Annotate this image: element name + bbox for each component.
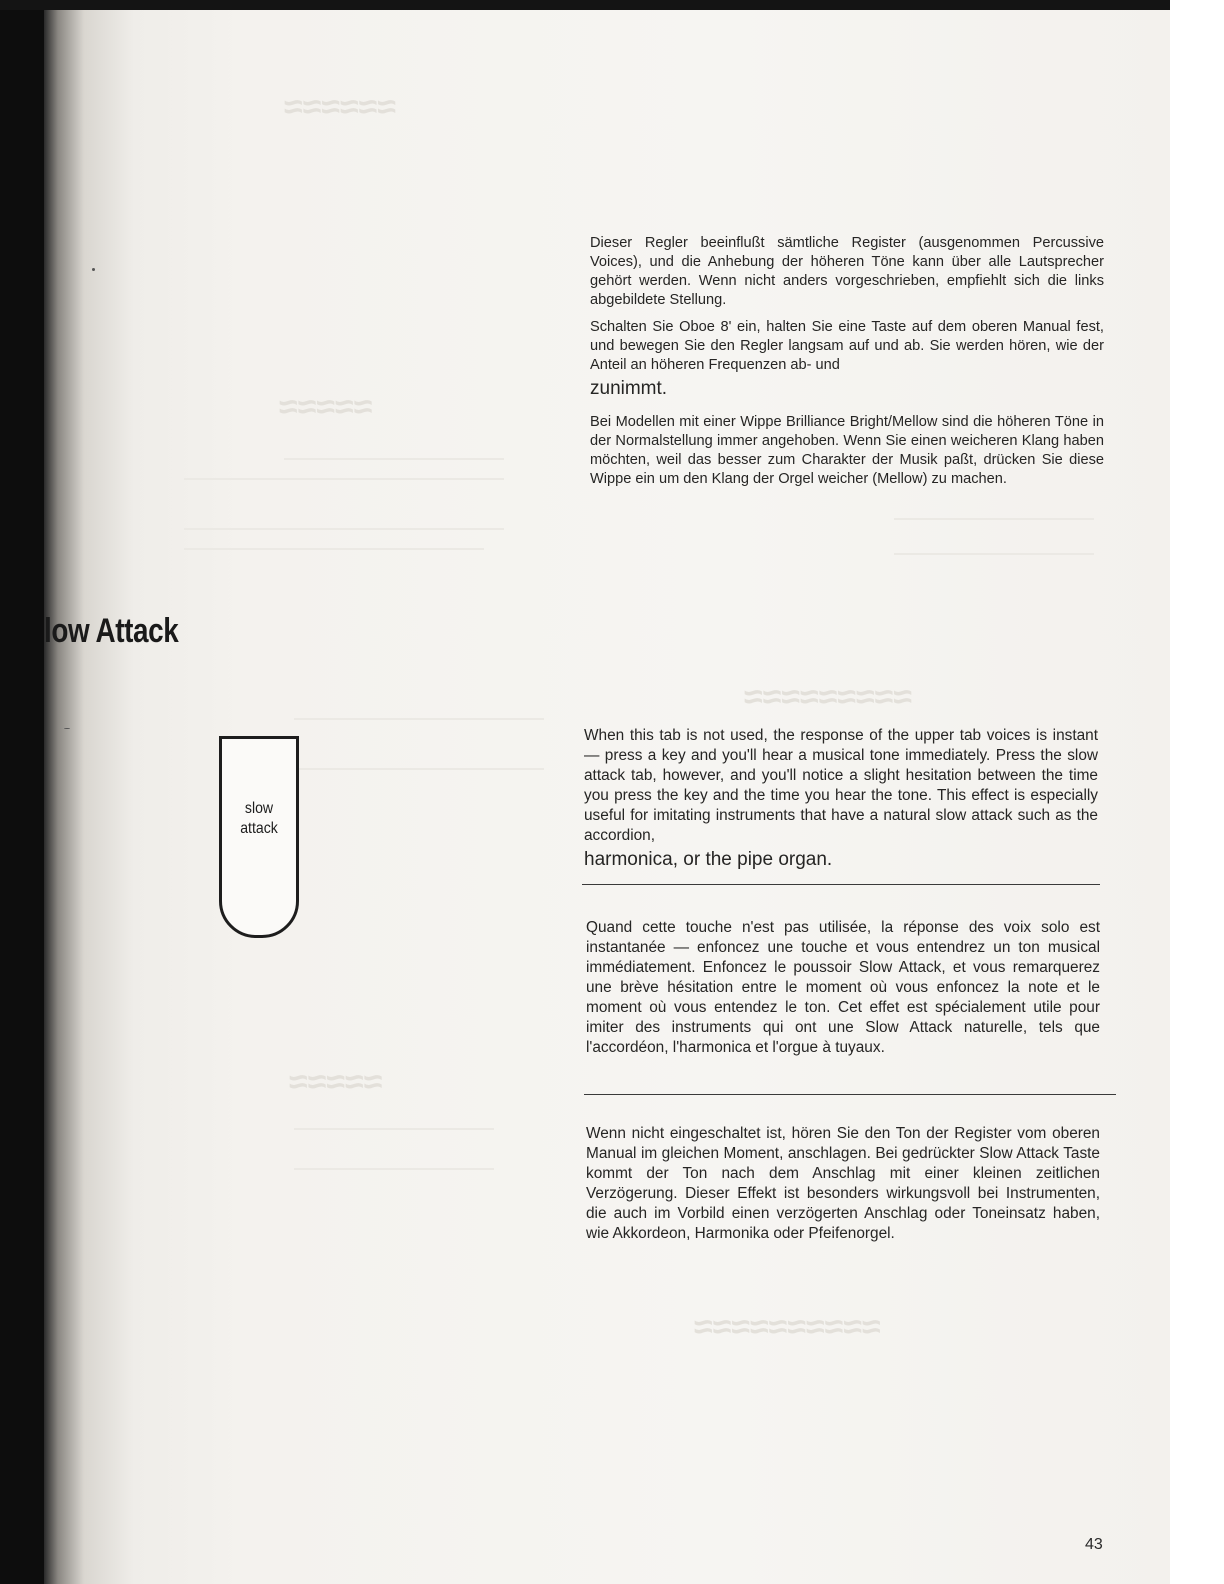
- section-heading: low Attack: [44, 612, 179, 650]
- show-through-heading: ≈≈≈≈≈≈≈≈≈≈: [694, 1308, 881, 1346]
- show-through-line: [184, 528, 504, 530]
- slow-attack-tab-label: [226, 799, 291, 839]
- brilliance-german-paragraph-3: Bei Modellen mit einer Wippe Brilliance Bright/Mellow sind die höheren Töne in der Normalstellung immer angehoben. Wenn Sie einen weicheren Klang haben möchten, weil das besser zum Charakter der Musik paßt, drücken Sie diese Wippe ein um den Klang der Orgel weicher (Mellow) zu machen.: [590, 414, 1104, 487]
- scan-top-edge: [0, 0, 1170, 10]
- page-number: 43: [1085, 1536, 1103, 1553]
- show-through-heading: ≈≈≈≈≈: [279, 388, 373, 426]
- slow-attack-english-text: When this tab is not used, the response of the upper tab voices is instant — press a key and you'll hear a musical tone immediately. Press the slow attack tab, however, and you'll notice a slight hesitation between the time you press the key and the time you hear the tone. This effect is especially useful for imitating instruments that have a natural slow attack such as the accordion,: [584, 727, 1098, 845]
- brilliance-german-paragraph-1: Dieser Regler beeinflußt sämtliche Register (ausgenommen Percussive Voices), und die Anhebung der höheren Töne kann über alle Lautsprecher gehört werden. Wenn nicht anders vorgeschrieben, empfiehlt sich die links abgebildete Stellung.: [590, 235, 1104, 308]
- show-through-line: [894, 518, 1094, 520]
- divider-rule: [582, 884, 1100, 885]
- speck: [64, 728, 70, 729]
- show-through-line: [294, 1168, 494, 1170]
- divider-rule: [584, 1094, 1116, 1095]
- slow-attack-tab-illustration: [219, 736, 299, 938]
- brilliance-german-paragraph-2-tail: zunimmt.: [590, 377, 668, 399]
- scan-right-margin: [1170, 0, 1224, 1584]
- show-through-line: [184, 548, 484, 550]
- brilliance-german-paragraph-2-text: Schalten Sie Oboe 8' ein, halten Sie eine Taste auf dem oberen Manual fest, und bewegen Sie den Regler langsam auf und ab. Sie werden hören, wie der Anteil an höheren Frequenzen ab- und: [590, 319, 1104, 373]
- tab-label-line-1: slow: [244, 800, 274, 817]
- show-through-line: [284, 458, 504, 460]
- show-through-line: [184, 478, 504, 480]
- brilliance-german-paragraph-2: [590, 318, 1104, 402]
- show-through-line: [294, 768, 544, 770]
- show-through-line: [894, 553, 1094, 555]
- tab-label-line-2: attack: [240, 820, 278, 837]
- slow-attack-english-paragraph: [584, 726, 1098, 873]
- show-through-line: [294, 1128, 494, 1130]
- slow-attack-german-paragraph: Wenn nicht eingeschaltet ist, hören Sie den Ton der Register vom oberen Manual im gleichen Moment, anschlagen. Bei gedrückter Slow Attack Taste kommt der Ton nach dem Anschlag mit einer kleinen zeitlichen Verzögerung. Dieser Effekt ist besonders wirkungsvoll bei Instrumenten, die auch im Vorbild einen verzögerten Anschlag oder Toneinsatz haben, wie Akkordeon, Harmonika oder Pfeifenorgel.: [586, 1125, 1100, 1243]
- show-through-heading: ≈≈≈≈≈≈: [284, 88, 396, 126]
- show-through-heading: ≈≈≈≈≈≈≈≈≈: [744, 678, 912, 716]
- show-through-heading: ≈≈≈≈≈: [289, 1063, 383, 1101]
- speck: [92, 268, 95, 271]
- show-through-line: [294, 718, 544, 720]
- slow-attack-english-tail: harmonica, or the pipe organ.: [584, 849, 833, 871]
- slow-attack-french-paragraph: Quand cette touche n'est pas utilisée, la réponse des voix solo est instantanée — enfoncez une touche et vous entendrez un ton musical immédiatement. Enfoncez le poussoir Slow Attack, et vous remarquerez une brève hésitation entre le moment où vous enfoncez la note et le moment où vous entendez le ton. Cet effet est spécialement utile pour imiter des instruments qui ont une Slow Attack naturelle, tels que l'accordéon, l'harmonica et l'orgue à tuyaux.: [586, 919, 1100, 1057]
